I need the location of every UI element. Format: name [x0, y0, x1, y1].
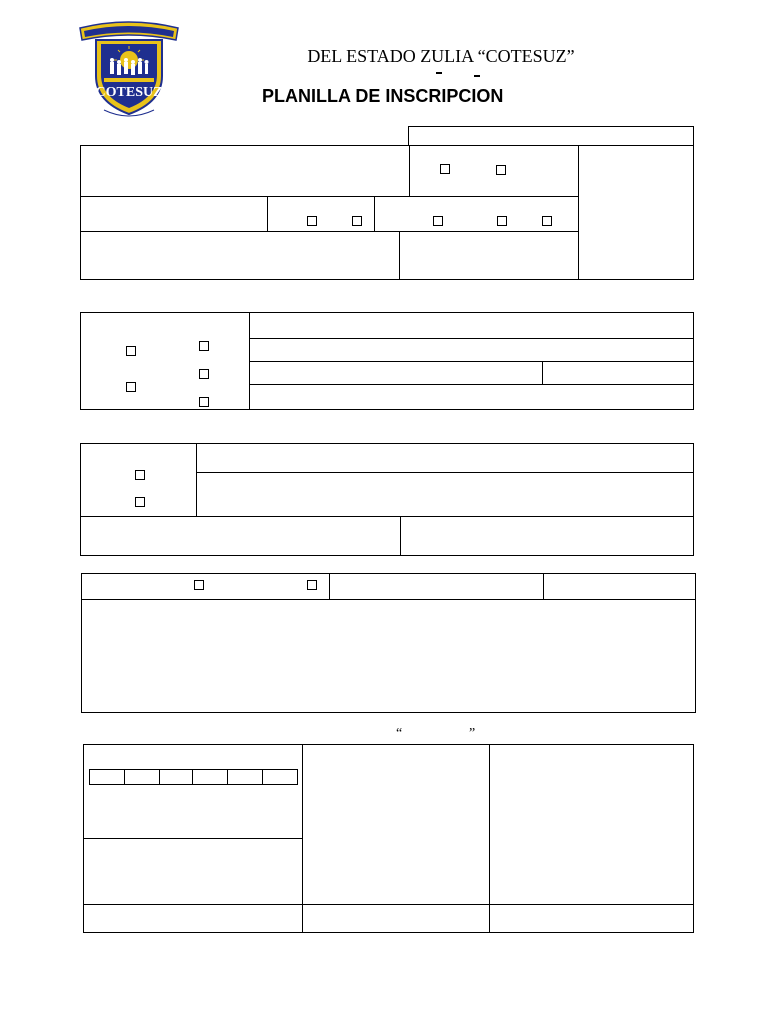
dash-mark [474, 75, 480, 77]
degree-field[interactable] [250, 339, 693, 361]
institution-line: DEL ESTADO ZULIA “COTESUZ” [307, 46, 575, 66]
svg-text:COTESUZ: COTESUZ [95, 85, 163, 100]
cell-divider [409, 145, 410, 196]
membership-field-2[interactable] [544, 574, 695, 599]
code-cell-2[interactable] [125, 770, 159, 784]
option-checkbox-1[interactable] [126, 346, 136, 356]
open-quote: “ [396, 726, 403, 741]
code-cell-6[interactable] [263, 770, 297, 784]
photo-box[interactable] [579, 146, 693, 279]
footer-cell-2[interactable] [303, 905, 489, 932]
sex-checkbox-2[interactable] [496, 165, 506, 175]
work-phone-field[interactable] [401, 517, 693, 555]
membership-checkbox-1[interactable] [194, 580, 204, 590]
civil-status-checkbox-3[interactable] [542, 216, 552, 226]
work-address-field[interactable] [81, 517, 400, 555]
option-checkbox-4[interactable] [199, 369, 209, 379]
option-checkbox-2[interactable] [126, 382, 136, 392]
company-field[interactable] [197, 444, 693, 472]
phone-field[interactable] [400, 232, 578, 279]
name-field[interactable] [81, 146, 409, 196]
signature-box-1[interactable] [303, 745, 489, 904]
option-checkbox-3[interactable] [199, 341, 209, 351]
footer-cell-1[interactable] [84, 905, 302, 932]
civil-status-checkbox-1[interactable] [433, 216, 443, 226]
sex-checkbox-1[interactable] [440, 164, 450, 174]
date-field[interactable] [408, 126, 694, 146]
footer-cell-3[interactable] [490, 905, 693, 932]
specialty-field[interactable] [250, 362, 542, 384]
cell-divider [374, 196, 375, 231]
membership-checkbox-2[interactable] [307, 580, 317, 590]
institution-field[interactable] [250, 313, 693, 338]
cotesuz-logo [74, 18, 184, 122]
membership-field-1[interactable] [330, 574, 543, 599]
employed-checkbox-1[interactable] [135, 470, 145, 480]
close-quote: ” [469, 726, 476, 741]
employed-checkbox-2[interactable] [135, 497, 145, 507]
observations-area[interactable] [82, 600, 695, 712]
nationality-checkbox-1[interactable] [307, 216, 317, 226]
nationality-checkbox-2[interactable] [352, 216, 362, 226]
cell-divider [267, 196, 268, 231]
registration-field[interactable] [250, 385, 693, 409]
form-title: PLANILLA DE INSCRIPCION [262, 86, 504, 106]
civil-status-checkbox-2[interactable] [497, 216, 507, 226]
signature-box-2[interactable] [490, 745, 693, 904]
position-field[interactable] [197, 473, 693, 516]
code-cell-5[interactable] [228, 770, 262, 784]
code-cell-4[interactable] [193, 770, 227, 784]
id-number-field[interactable] [81, 197, 267, 231]
office-notes-field[interactable] [84, 839, 302, 904]
code-cell-1[interactable] [90, 770, 124, 784]
option-checkbox-5[interactable] [199, 397, 209, 407]
year-field[interactable] [543, 362, 693, 384]
address-field[interactable] [81, 232, 399, 279]
dash-mark [436, 72, 442, 74]
code-cell-3[interactable] [160, 770, 192, 784]
